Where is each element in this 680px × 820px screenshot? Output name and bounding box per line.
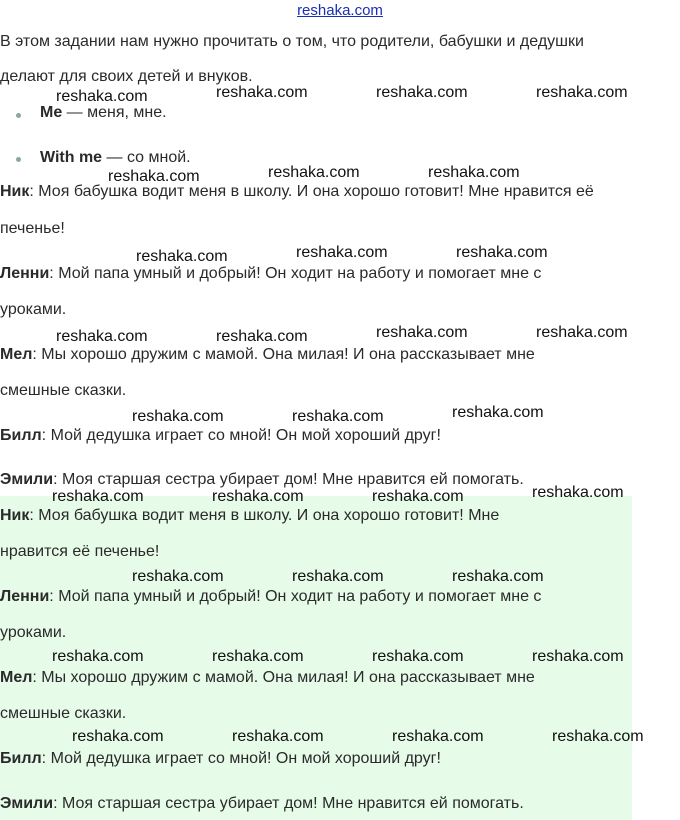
watermark-text: reshaka.com: [392, 728, 484, 745]
watermark-text: reshaka.com: [52, 488, 144, 505]
translation-mel-line-2: смешные сказки.: [0, 382, 127, 399]
answer-bill-line: Билл: Мой дедушка играет со мной! Он мой хороший друг!: [0, 750, 441, 767]
translation-nick-line-2: печенье!: [0, 220, 65, 237]
answer-emily-line: Эмили: Моя старшая сестра убирает дом! Мне нравится ей помогать.: [0, 795, 524, 812]
translation-lenny-line-2: уроками.: [0, 301, 67, 318]
watermark-text: reshaka.com: [532, 648, 624, 665]
watermark-text: reshaka.com: [452, 568, 544, 585]
watermark-text: reshaka.com: [536, 84, 628, 101]
watermark-text: reshaka.com: [268, 164, 360, 181]
translation-mel-line-1: Мел: Мы хорошо дружим с мамой. Она милая! И она рассказывает мне: [0, 346, 535, 363]
translation-bill-line: Билл: Мой дедушка играет со мной! Он мой хороший друг!: [0, 427, 441, 444]
watermark-text: reshaka.com: [452, 404, 544, 421]
watermark-text: reshaka.com: [536, 324, 628, 341]
watermark-text: reshaka.com: [132, 408, 224, 425]
watermark-text: reshaka.com: [372, 648, 464, 665]
translation-nick-line-1: Ник: Моя бабушка водит меня в школу. И она хорошо готовит! Мне нравится её: [0, 183, 594, 200]
answer-mel-line-2: смешные сказки.: [0, 705, 127, 722]
answer-nick-line-1: Ник: Моя бабушка водит меня в школу. И она хорошо готовит! Мне: [0, 507, 500, 524]
bullet-icon: [16, 157, 21, 162]
watermark-text: reshaka.com: [212, 648, 304, 665]
intro-line-2: делают для своих детей и внуков.: [0, 68, 253, 85]
watermark-text: reshaka.com: [216, 84, 308, 101]
watermark-text: reshaka.com: [428, 164, 520, 181]
answer-lenny-line-2: уроками.: [0, 624, 67, 641]
answer-lenny-line-1: Ленни: Мой папа умный и добрый! Он ходит на работу и помогает мне с: [0, 588, 542, 605]
watermark-text: reshaka.com: [296, 244, 388, 261]
watermark-text: reshaka.com: [456, 244, 548, 261]
watermark-text: reshaka.com: [72, 728, 164, 745]
watermark-text: reshaka.com: [552, 728, 644, 745]
bullet-icon: [16, 113, 21, 118]
translation-lenny-line-1: Ленни: Мой папа умный и добрый! Он ходит на работу и помогает мне с: [0, 265, 542, 282]
watermark-text: reshaka.com: [232, 728, 324, 745]
watermark-text: reshaka.com: [108, 168, 200, 185]
watermark-text: reshaka.com: [532, 484, 624, 501]
vocab-item-me: Me — меня, мне.: [40, 104, 167, 121]
intro-line-1: В этом задании нам нужно прочитать о том, что родители, бабушки и дедушки: [0, 33, 584, 50]
watermark-text: reshaka.com: [132, 568, 224, 585]
watermark-text: reshaka.com: [292, 568, 384, 585]
watermark-text: reshaka.com: [136, 248, 228, 265]
watermark-text: reshaka.com: [52, 648, 144, 665]
watermark-text: reshaka.com: [56, 88, 148, 105]
watermark-text: reshaka.com: [376, 324, 468, 341]
watermark-text: reshaka.com: [376, 84, 468, 101]
watermark-text: reshaka.com: [216, 328, 308, 345]
answer-mel-line-1: Мел: Мы хорошо дружим с мамой. Она милая! И она рассказывает мне: [0, 669, 535, 686]
site-link[interactable]: reshaka.com: [297, 2, 383, 19]
watermark-text: reshaka.com: [372, 488, 464, 505]
vocab-item-with-me: With me — со мной.: [40, 149, 191, 166]
translation-emily-line: Эмили: Моя старшая сестра убирает дом! Мне нравится ей помогать.: [0, 471, 524, 488]
watermark-text: reshaka.com: [212, 488, 304, 505]
watermark-text: reshaka.com: [292, 408, 384, 425]
answer-nick-line-2: нравится её печенье!: [0, 543, 160, 560]
watermark-text: reshaka.com: [56, 328, 148, 345]
